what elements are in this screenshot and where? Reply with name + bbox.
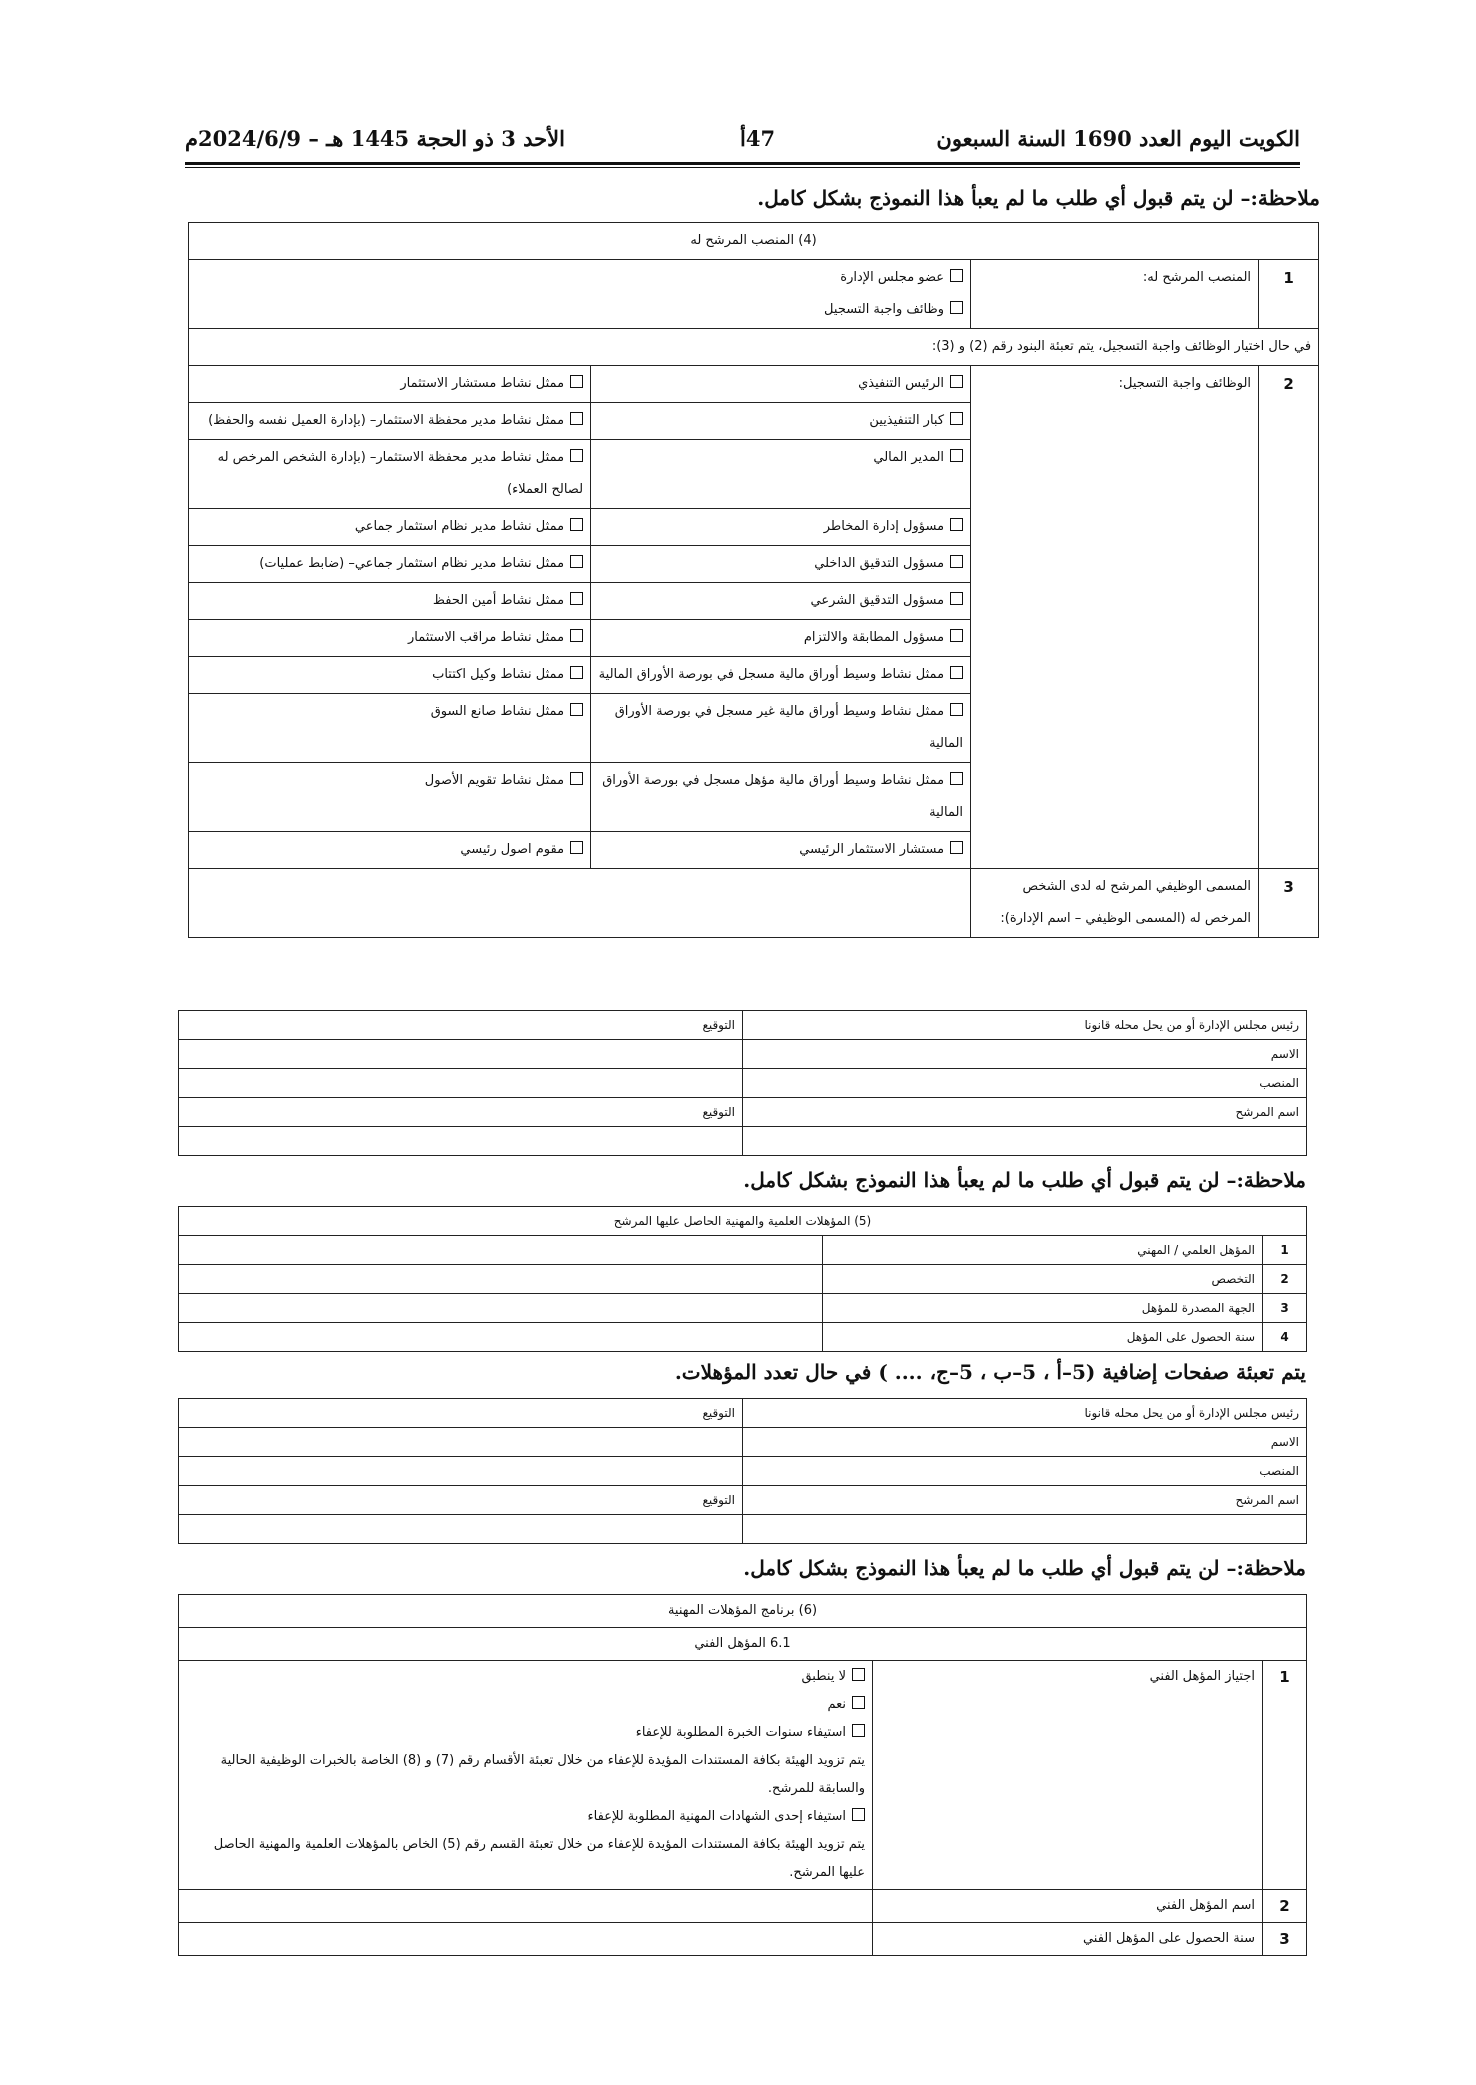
position-options bbox=[189, 260, 971, 329]
job-option: ممثل نشاط وسيط أوراق مالية غير مسجل في بورصة الأوراق المالية bbox=[591, 694, 971, 763]
signature-table-2 bbox=[178, 1398, 1307, 1544]
name-field[interactable] bbox=[179, 1428, 743, 1457]
row-number: 1 bbox=[1259, 260, 1319, 329]
technical-qualification-name-label: اسم المؤهل الفني bbox=[873, 1890, 1263, 1923]
technical-qualification-year-field[interactable] bbox=[179, 1923, 873, 1956]
checkbox[interactable] bbox=[950, 518, 963, 531]
job-option: ممثل نشاط وسيط أوراق مالية مسجل في بورصة الأوراق المالية bbox=[591, 657, 971, 694]
checkbox[interactable] bbox=[570, 772, 583, 785]
checkbox[interactable] bbox=[950, 375, 963, 388]
checkbox[interactable] bbox=[950, 449, 963, 462]
checkbox[interactable] bbox=[570, 375, 583, 388]
position-field[interactable] bbox=[179, 1069, 743, 1098]
chair-label: رئيس مجلس الإدارة أو من يحل محله قانونا bbox=[743, 1011, 1307, 1040]
section4-title: (4) المنصب المرشح له bbox=[189, 223, 1319, 260]
checkbox-not-applicable[interactable] bbox=[852, 1668, 865, 1681]
job-option: ممثل نشاط مدير محفظة الاستثمار– (بإدارة العميل نفسه والحفظ) bbox=[189, 403, 591, 440]
section6-table bbox=[178, 1594, 1307, 1956]
job-option: ممثل نشاط مدير نظام استثمار جماعي– (ضابط عمليات) bbox=[189, 546, 591, 583]
registrable-jobs-label: الوظائف واجبة التسجيل: bbox=[971, 366, 1259, 869]
checkbox-board-member[interactable] bbox=[950, 269, 963, 282]
checkbox[interactable] bbox=[950, 629, 963, 642]
year-label: سنة الحصول على المؤهل bbox=[823, 1323, 1263, 1352]
checkbox-experience-exemption[interactable] bbox=[852, 1724, 865, 1737]
technical-qualification-name-field[interactable] bbox=[179, 1890, 873, 1923]
signature-label: التوقيع bbox=[179, 1098, 743, 1127]
year-field[interactable] bbox=[179, 1323, 823, 1352]
candidate-signature-field[interactable] bbox=[179, 1515, 743, 1544]
checkbox[interactable] bbox=[570, 555, 583, 568]
checkbox-registrable-jobs[interactable] bbox=[950, 301, 963, 314]
section6-subtitle: 6.1 المؤهل الفني bbox=[179, 1628, 1307, 1661]
job-option: ممثل نشاط وسيط أوراق مالية مؤهل مسجل في بورصة الأوراق المالية bbox=[591, 763, 971, 832]
checkbox[interactable] bbox=[950, 703, 963, 716]
candidate-field[interactable] bbox=[743, 1127, 1307, 1156]
checkbox[interactable] bbox=[950, 555, 963, 568]
candidate-label: اسم المرشح bbox=[743, 1486, 1307, 1515]
checkbox[interactable] bbox=[570, 703, 583, 716]
page-number: 47أ bbox=[740, 126, 776, 151]
option-board-member: عضو مجلس الإدارة bbox=[840, 270, 945, 285]
job-option: ممثل نشاط أمين الحفظ bbox=[189, 583, 591, 620]
checkbox[interactable] bbox=[950, 592, 963, 605]
checkbox[interactable] bbox=[570, 841, 583, 854]
job-option: المدير المالي bbox=[591, 440, 971, 509]
header-rule-thin bbox=[185, 167, 1300, 168]
section4-instruction: في حال اختيار الوظائف واجبة التسجيل، يتم تعبئة البنود رقم (2) و (3): bbox=[189, 329, 1319, 366]
certificate-exemption-note: يتم تزويد الهيئة بكافة المستندات المؤيدة للإعفاء من خلال تعبئة القسم رقم (5) الخاص بالمؤهلات العلمية والمهنية الحاصل عليها المرشح. bbox=[213, 1837, 865, 1880]
job-option: مسؤول التدقيق الداخلي bbox=[591, 546, 971, 583]
checkbox[interactable] bbox=[570, 518, 583, 531]
row-number: 2 bbox=[1259, 366, 1319, 869]
option-registrable-jobs: وظائف واجبة التسجيل bbox=[824, 302, 945, 317]
name-label: الاسم bbox=[743, 1040, 1307, 1069]
issuer-label: الجهة المصدرة للمؤهل bbox=[823, 1294, 1263, 1323]
job-option: مسؤول التدقيق الشرعي bbox=[591, 583, 971, 620]
row-number: 3 bbox=[1263, 1923, 1307, 1956]
checkbox[interactable] bbox=[570, 629, 583, 642]
checkbox-yes[interactable] bbox=[852, 1696, 865, 1709]
note-incomplete-form: ملاحظة:– لن يتم قبول أي طلب ما لم يعبأ هذا النموذج بشكل كامل. bbox=[757, 186, 1320, 210]
checkbox[interactable] bbox=[570, 449, 583, 462]
signature-label: التوقيع bbox=[179, 1399, 743, 1428]
row-number: 1 bbox=[1263, 1661, 1307, 1890]
technical-qualification-label: اجتياز المؤهل الفني bbox=[873, 1661, 1263, 1890]
section6-title: (6) برنامج المؤهلات المهنية bbox=[179, 1595, 1307, 1628]
job-option: ممثل نشاط مستشار الاستثمار bbox=[189, 366, 591, 403]
specialization-label: التخصص bbox=[823, 1265, 1263, 1294]
job-option: ممثل نشاط وكيل اكتتاب bbox=[189, 657, 591, 694]
row-number: 3 bbox=[1263, 1294, 1307, 1323]
signature-label: التوقيع bbox=[179, 1486, 743, 1515]
checkbox[interactable] bbox=[950, 412, 963, 425]
candidate-signature-field[interactable] bbox=[179, 1127, 743, 1156]
job-option: الرئيس التنفيذي bbox=[591, 366, 971, 403]
position-label: المنصب bbox=[743, 1069, 1307, 1098]
job-option: كبار التنفيذيين bbox=[591, 403, 971, 440]
name-label: الاسم bbox=[743, 1428, 1307, 1457]
section5-title: (5) المؤهلات العلمية والمهنية الحاصل عليها المرشح bbox=[179, 1207, 1307, 1236]
checkbox[interactable] bbox=[570, 666, 583, 679]
job-option: مسؤول إدارة المخاطر bbox=[591, 509, 971, 546]
row-number: 2 bbox=[1263, 1265, 1307, 1294]
job-option: ممثل نشاط صانع السوق bbox=[189, 694, 591, 763]
note-incomplete-form: ملاحظة:– لن يتم قبول أي طلب ما لم يعبأ هذا النموذج بشكل كامل. bbox=[743, 1556, 1306, 1580]
chair-label: رئيس مجلس الإدارة أو من يحل محله قانونا bbox=[743, 1399, 1307, 1428]
job-option: مستشار الاستثمار الرئيسي bbox=[591, 832, 971, 869]
experience-exemption-note: يتم تزويد الهيئة بكافة المستندات المؤيدة للإعفاء من خلال تعبئة الأقسام رقم (7) و (8) الخاصة بالخبرات الوظيفية الحالية والسابقة للمرشح. bbox=[220, 1753, 865, 1796]
job-option: مقوم اصول رئيسي bbox=[189, 832, 591, 869]
position-label: المنصب bbox=[743, 1457, 1307, 1486]
extra-pages-note: يتم تعبئة صفحات إضافية (5–أ ، 5–ب ، 5–ج، .... ) في حال تعدد المؤهلات. bbox=[674, 1360, 1306, 1384]
issuer-field[interactable] bbox=[179, 1294, 823, 1323]
job-option: ممثل نشاط مدير محفظة الاستثمار– (بإدارة الشخص المرخص له لصالح العملاء) bbox=[189, 440, 591, 509]
position-field[interactable] bbox=[179, 1457, 743, 1486]
header-rule-thick bbox=[185, 162, 1300, 165]
job-option: ممثل نشاط مراقب الاستثمار bbox=[189, 620, 591, 657]
section5-table bbox=[178, 1206, 1307, 1352]
checkbox[interactable] bbox=[950, 772, 963, 785]
technical-qualification-year-label: سنة الحصول على المؤهل الفني bbox=[873, 1923, 1263, 1956]
row-number: 4 bbox=[1263, 1323, 1307, 1352]
row-number: 1 bbox=[1263, 1236, 1307, 1265]
name-field[interactable] bbox=[179, 1040, 743, 1069]
job-title-label: المسمى الوظيفي المرشح له لدى الشخص المرخص له (المسمى الوظيفي – اسم الإدارة): bbox=[971, 869, 1259, 938]
job-option: ممثل نشاط تقويم الأصول bbox=[189, 763, 591, 832]
qualification-label: المؤهل العلمي / المهني bbox=[823, 1236, 1263, 1265]
job-title-field[interactable] bbox=[189, 869, 971, 938]
issue-date: الأحد 3 ذو الحجة 1445 هـ – 2024/6/9م bbox=[185, 126, 565, 151]
note-incomplete-form: ملاحظة:– لن يتم قبول أي طلب ما لم يعبأ هذا النموذج بشكل كامل. bbox=[743, 1168, 1306, 1192]
signature-label: التوقيع bbox=[179, 1011, 743, 1040]
specialization-field[interactable] bbox=[179, 1265, 823, 1294]
signature-table-1 bbox=[178, 1010, 1307, 1156]
gazette-title: الكويت اليوم العدد 1690 السنة السبعون bbox=[936, 126, 1300, 151]
checkbox[interactable] bbox=[570, 592, 583, 605]
candidate-label: اسم المرشح bbox=[743, 1098, 1307, 1127]
checkbox[interactable] bbox=[570, 412, 583, 425]
checkbox[interactable] bbox=[950, 841, 963, 854]
row-number: 2 bbox=[1263, 1890, 1307, 1923]
qualification-field[interactable] bbox=[179, 1236, 823, 1265]
section4-table bbox=[188, 222, 1319, 938]
technical-qualification-options: لا ينطبق نعم استيفاء سنوات الخبرة المطلوبة للإعفاء يتم تزويد الهيئة بكافة المستندات المؤيدة للإعفاء من خلال تعبئة الأقسام رقم (7) و (8) الخاصة بالخبرات الوظيفية الحالية والسابقة للمرشح. استيفاء إحدى الشهادات المهنية المطلوبة للإعفاء يتم تزويد الهيئة بكافة المستندات المؤيدة للإعفاء من خلال تعبئة القسم رقم (5) الخاص بالمؤهلات العلمية والمهنية الحاصل عليها المرشح. bbox=[179, 1661, 873, 1890]
job-option: ممثل نشاط مدير نظام استثمار جماعي bbox=[189, 509, 591, 546]
checkbox-certificate-exemption[interactable] bbox=[852, 1808, 865, 1821]
candidate-field[interactable] bbox=[743, 1515, 1307, 1544]
page-header bbox=[185, 120, 1300, 162]
row-number: 3 bbox=[1259, 869, 1319, 938]
candidate-position-label: المنصب المرشح له: bbox=[971, 260, 1259, 329]
checkbox[interactable] bbox=[950, 666, 963, 679]
job-option: مسؤول المطابقة والالتزام bbox=[591, 620, 971, 657]
